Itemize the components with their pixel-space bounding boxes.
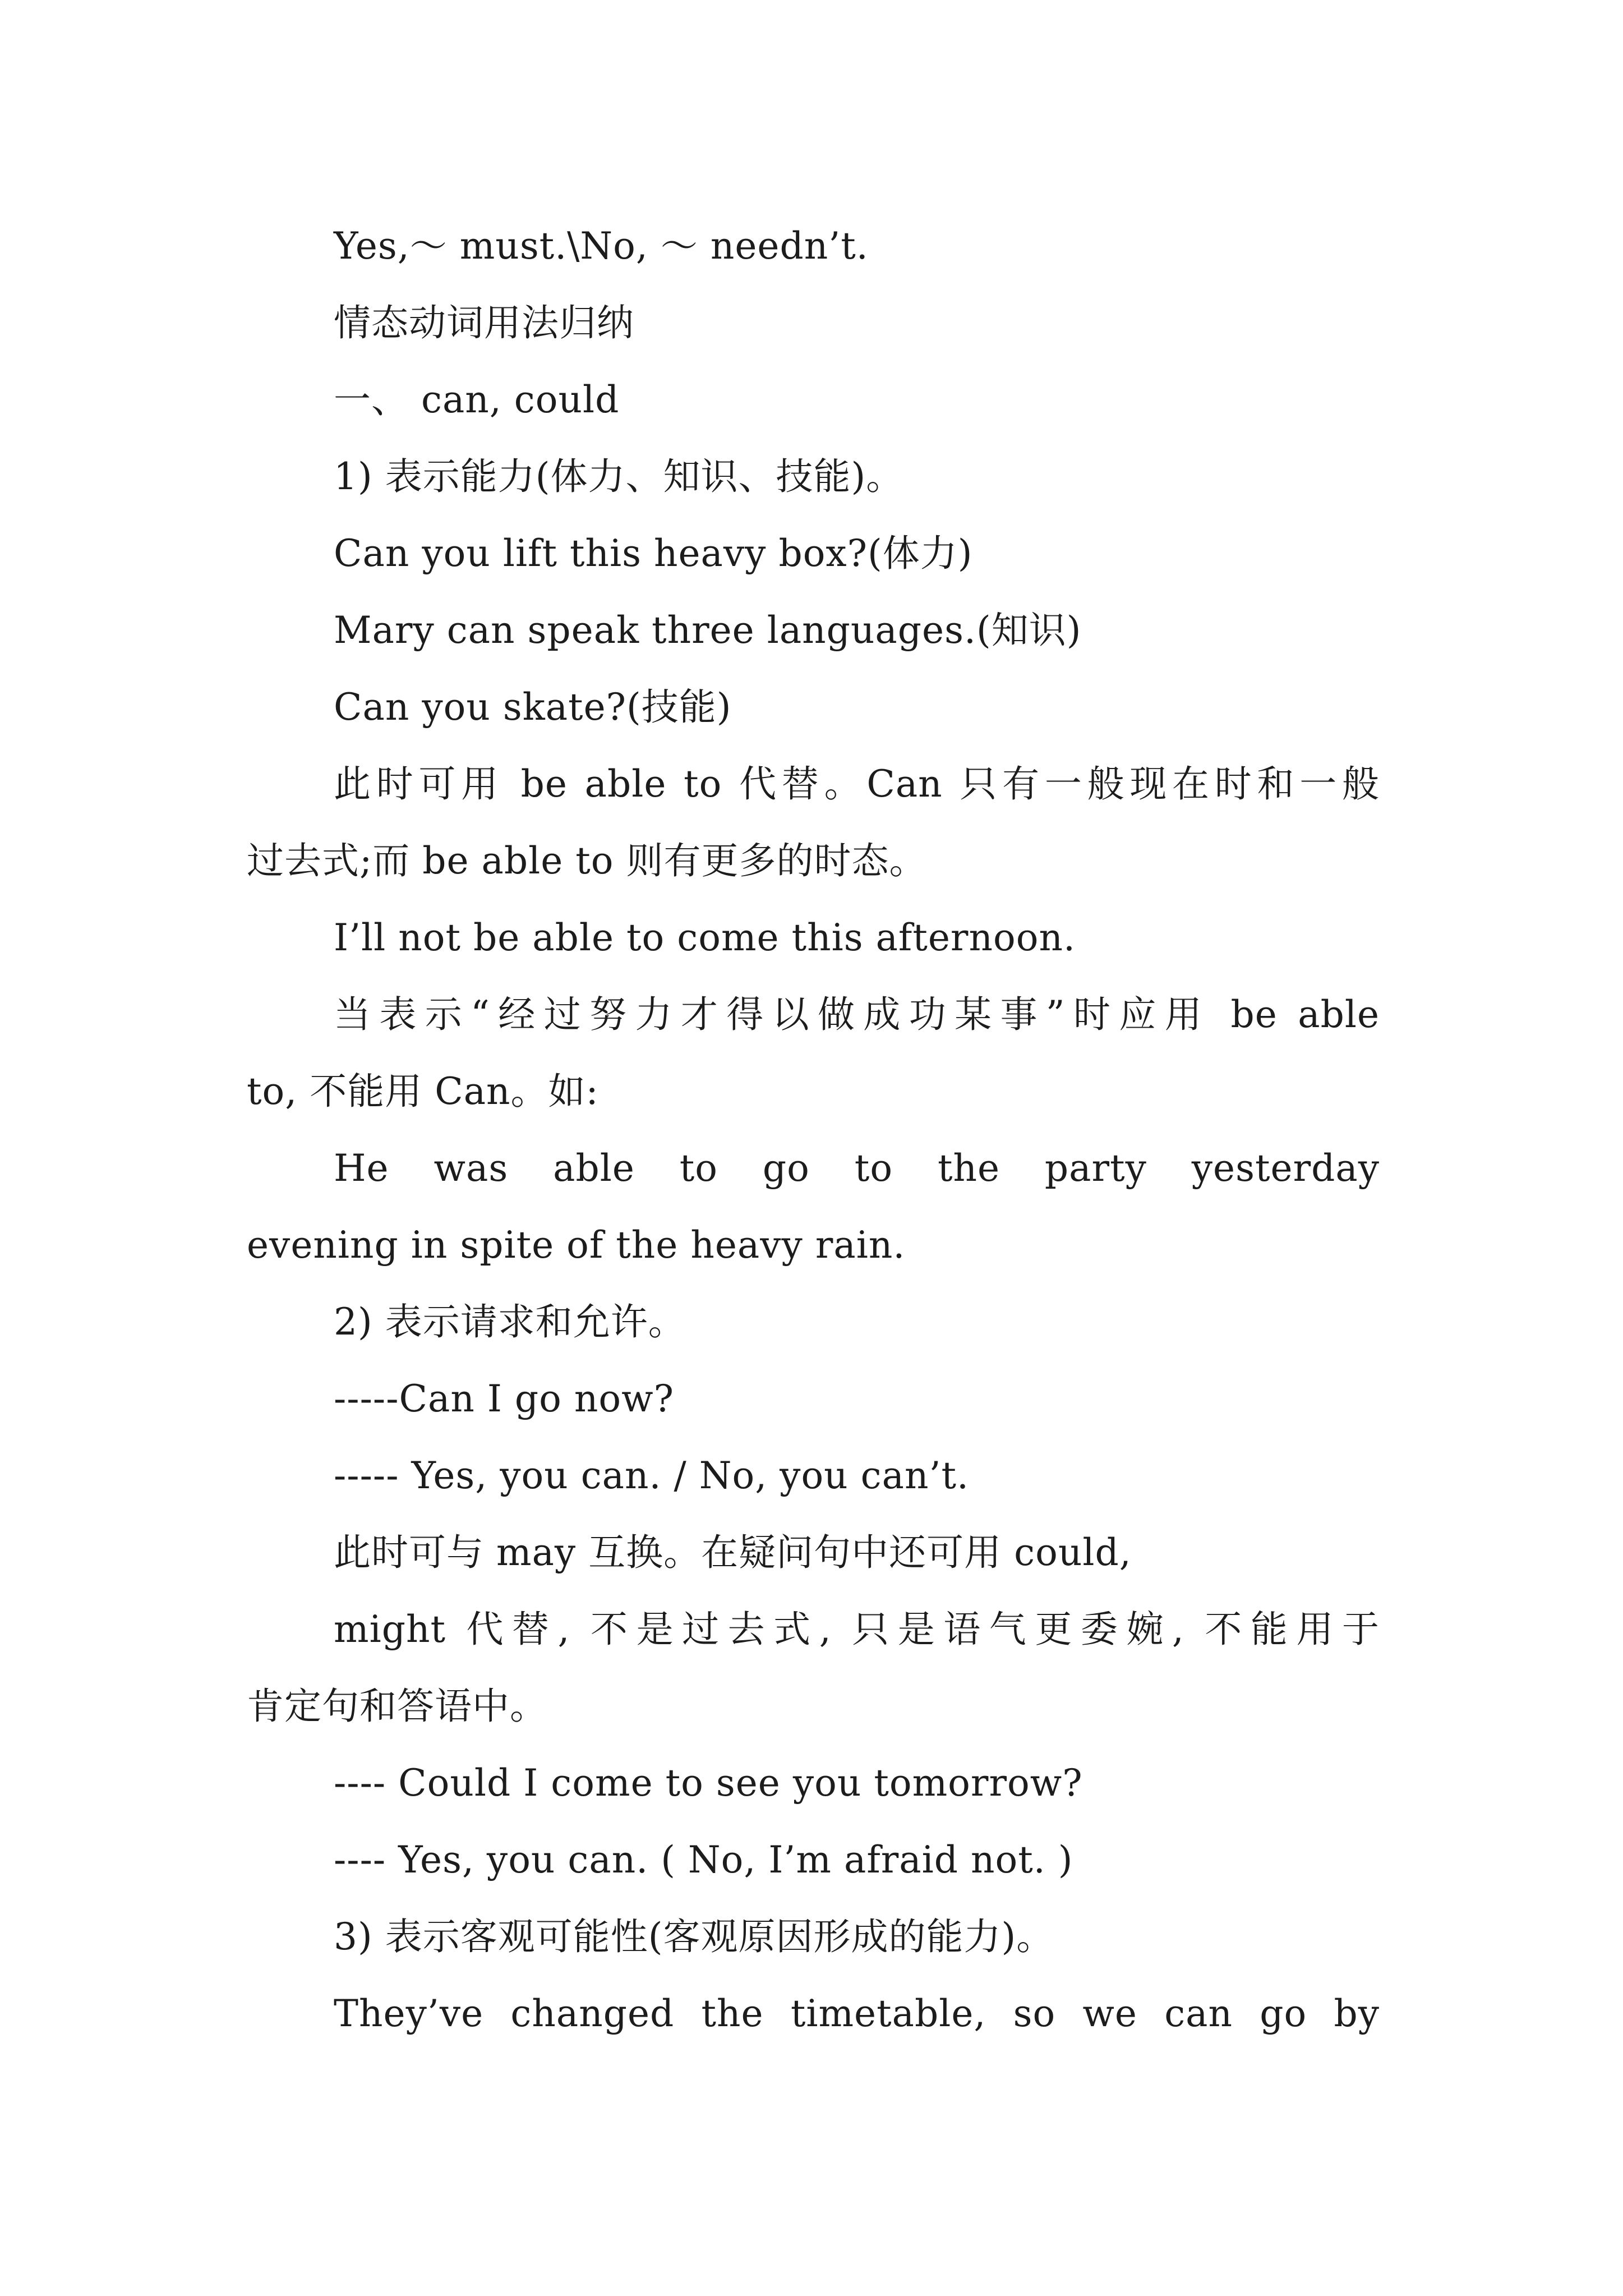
text-line: 1) 表示能力(体力、知识、技能)。	[334, 455, 904, 498]
text-line: 过去式;而 be able to 则有更多的时态。	[247, 839, 927, 882]
example-line: He was able to go to the party yesterday	[334, 1147, 1380, 1190]
text-line: 3) 表示客观可能性(客观原因形成的能力)。	[334, 1915, 1054, 1958]
document-body	[247, 208, 1380, 2052]
example-line: I’ll not be able to come this afternoon.	[334, 916, 1076, 959]
section-heading: 情态动词用法归纳	[334, 301, 634, 344]
dialogue-line: ---- Yes, you can. ( No, I’m afraid not. )	[334, 1838, 1073, 1881]
text-line: Yes,～ must.\No, ～ needn’t.	[334, 224, 869, 268]
example-line: They’ve changed the timetable, so we can go by	[334, 1992, 1380, 2035]
example-line: Can you lift this heavy box?(体力)	[334, 532, 973, 575]
text-line: 此时可用 be able to 代替。Can 只有一般现在时和一般	[334, 762, 1380, 806]
text-line: 肯定句和答语中。	[247, 1685, 547, 1728]
text-line: 此时可与 may 互换。在疑问句中还可用 could,	[334, 1531, 1132, 1574]
subsection-heading: 一、 can, could	[334, 378, 620, 421]
dialogue-line: ---- Could I come to see you tomorrow?	[334, 1761, 1083, 1805]
text-line: 当表示“经过努力才得以做成功某事”时应用 be able	[334, 993, 1380, 1036]
example-line: Can you skate?(技能)	[334, 685, 732, 729]
example-line: Mary can speak three languages.(知识)	[334, 609, 1082, 652]
text-line: might 代替, 不是过去式, 只是语气更委婉, 不能用于	[334, 1608, 1380, 1651]
text-line: to, 不能用 Can。如:	[247, 1070, 599, 1113]
text-line: 2) 表示请求和允许。	[334, 1300, 686, 1343]
dialogue-line: ----- Yes, you can. / No, you can’t.	[334, 1454, 969, 1497]
dialogue-line: -----Can I go now?	[334, 1377, 674, 1420]
example-line: evening in spite of the heavy rain.	[247, 1223, 906, 1267]
